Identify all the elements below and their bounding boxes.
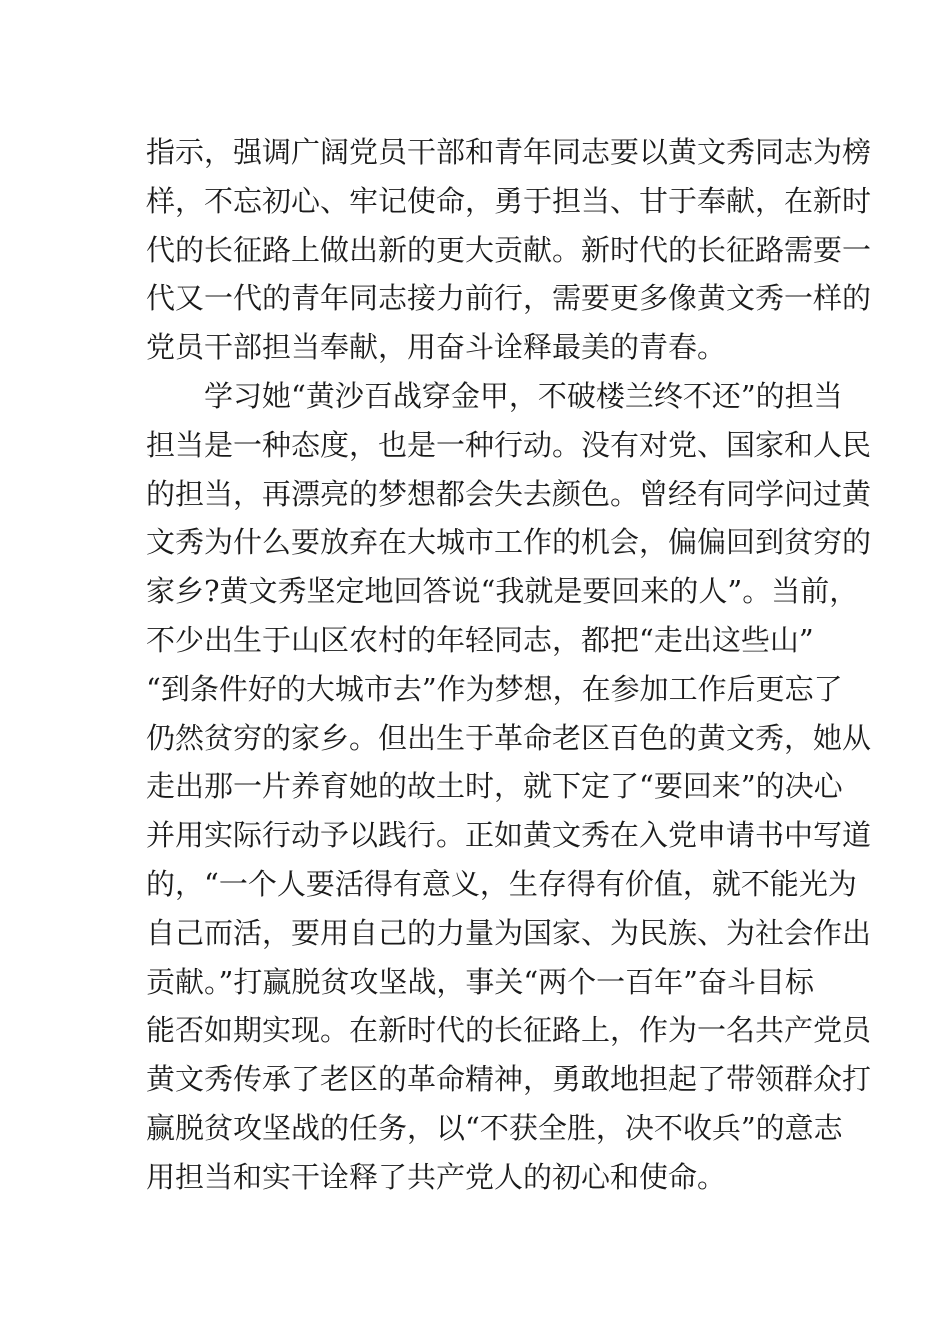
text-line-11: 不少出生于山区农村的年轻同志，都把“走出这些山” bbox=[146, 622, 814, 657]
text-line-20: 黄文秀传承了老区的革命精神，勇敢地担起了带领群众打 bbox=[146, 1062, 872, 1097]
text-line-2: 样，不忘初心、牢记使命，勇于担当、甘于奉献，在新时 bbox=[146, 183, 872, 218]
text-line-17: 自己而活，要用自己的力量为国家、为民族、为社会作出 bbox=[146, 915, 872, 950]
text-line-21: 赢脱贫攻坚战的任务，以“不获全胜，决不收兵”的意志 bbox=[146, 1110, 843, 1145]
document-body bbox=[146, 128, 872, 1202]
text-line-12: “到条件好的大城市去”作为梦想，在参加工作后更忘了 bbox=[146, 671, 843, 706]
text-line-13: 仍然贫穷的家乡。但出生于革命老区百色的黄文秀，她从 bbox=[146, 720, 872, 755]
section-heading-line: 学习她“黄沙百战穿金甲，不破楼兰终不还”的担当 bbox=[204, 378, 843, 413]
text-line-1: 指示，强调广阔党员干部和青年同志要以黄文秀同志为榜 bbox=[146, 135, 872, 169]
text-line-18: 贡献。”打赢脱贫攻坚战，事关“两个一百年”奋斗目标 bbox=[146, 964, 814, 999]
text-line-10: 家乡?黄文秀坚定地回答说“我就是要回来的人”。当前， bbox=[146, 574, 859, 609]
text-line-14: 走出那一片养育她的故土时，就下定了“要回来”的决心 bbox=[146, 769, 843, 804]
text-line-8: 的担当，再漂亮的梦想都会失去颜色。曾经有同学问过黄 bbox=[146, 476, 872, 511]
text-line-5: 党员干部担当奉献，用奋斗诠释最美的青春。 bbox=[146, 330, 727, 365]
text-line-16: 的，“一个人要活得有意义，生存得有价值，就不能光为 bbox=[146, 866, 857, 901]
text-line-22: 用担当和实干诠释了共产党人的初心和使命。 bbox=[146, 1159, 727, 1194]
text-line-4: 代又一代的青年同志接力前行，需要更多像黄文秀一样的 bbox=[146, 281, 872, 316]
text-line-19: 能否如期实现。在新时代的长征路上，作为一名共产党员 bbox=[146, 1013, 872, 1048]
text-line-15: 并用实际行动予以践行。正如黄文秀在入党申请书中写道 bbox=[146, 818, 872, 853]
text-line-9: 文秀为什么要放弃在大城市工作的机会，偏偏回到贫穷的 bbox=[146, 525, 872, 560]
text-line-3: 代的长征路上做出新的更大贡献。新时代的长征路需要一 bbox=[146, 232, 872, 267]
text-line-7: 担当是一种态度，也是一种行动。没有对党、国家和人民 bbox=[146, 427, 872, 462]
